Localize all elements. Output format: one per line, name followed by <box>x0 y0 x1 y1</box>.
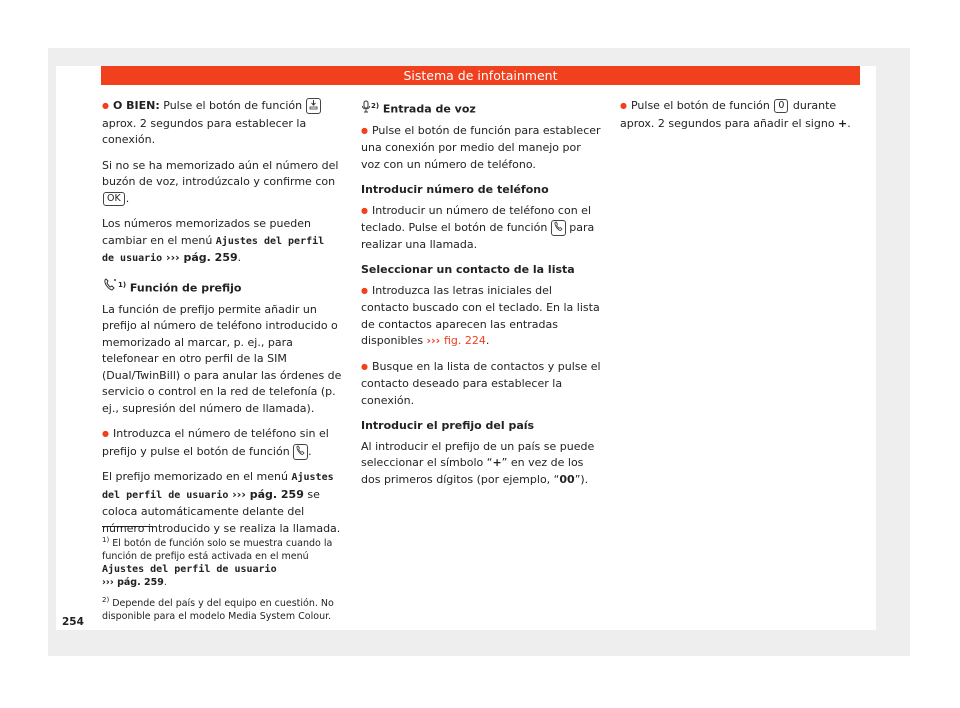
paragraph-prefijo-memorizado: El prefijo memorizado en el menú Ajustes del perfil de usuario ››› pág. 259 se coloca automáticamente delante del número introducido y se realiza la llamada. <box>102 470 341 535</box>
prefix-call-button-icon <box>293 444 308 460</box>
footnote-2: $^{2)}$ Depende del país y del equipo en cuestión. No disponible para el modelo Media System Colour. <box>102 596 334 623</box>
paragraph-introducir-numero: ● Introducir un número de teléfono con el teclado. Pulse el botón de función para realizar una llamada. <box>361 203 601 254</box>
figure-link[interactable]: fig. 224 <box>443 334 486 348</box>
column-middle <box>361 98 601 497</box>
paragraph-cambiar: Los números memorizados se pueden cambiar en el menú Ajustes del perfil de usuario ››› pág. 259. <box>102 217 325 264</box>
microphone-icon <box>361 100 371 119</box>
paragraph-or-bien: ● O BIEN: Pulse el botón de función aprox. 2 segundos para establecer la conexión. <box>102 98 342 149</box>
heading-prefix: $^{1)}$ Función de prefijo <box>102 277 342 298</box>
paragraph-prefijo-pais: Al introducir el prefijo de un país se puede seleccionar el símbolo “+” en vez de los dos primeros dígitos (por ejemplo, “00”). <box>361 439 595 486</box>
column-left <box>102 98 342 546</box>
heading-voice: $^{2)}$ Entrada de voz <box>361 98 601 119</box>
column-right <box>620 98 860 141</box>
paragraph-buzon: Si no se ha memorizado aún el número del buzón de voz, introdúzcalo y confirme con OK . <box>102 158 339 205</box>
paragraph-voice: ● Pulse el botón de función para establecer una conexión por medio del manejo por voz con un número de teléfono. <box>361 123 601 174</box>
heading-introducir-numero: Introducir número de teléfono <box>361 183 549 197</box>
voicemail-button-icon <box>306 98 321 114</box>
ok-key: OK <box>103 192 125 206</box>
page-number: 254 <box>62 616 84 628</box>
heading-seleccionar-contacto: Seleccionar un contacto de la lista <box>361 263 575 277</box>
heading-prefijo-pais: Introducir el prefijo del país <box>361 419 535 433</box>
call-button-icon <box>551 220 566 236</box>
zero-key: 0 <box>774 99 788 113</box>
footnote-divider <box>102 526 152 527</box>
section-header: Sistema de infotainment <box>101 66 860 85</box>
paragraph-prefix-desc: La función de prefijo permite añadir un prefijo al número de teléfono introducido o memorizado al marcar, p. ej., para telefonear en otro perfil de la SIM (Dual/TwinBill) o para anular las órdenes de servicio o control en la red de telefonía (p. ej., supresión del número de llamada). <box>102 302 342 415</box>
paragraph-signo-mas: ● Pulse el botón de función 0 durante aprox. 2 segundos para añadir el signo +. <box>620 98 860 132</box>
paragraph-letras-iniciales: ● Introduzca las letras iniciales del contacto buscado con el teclado. En la lista de contactos aparecen las entradas disponibles ››› fig. 224. <box>361 283 601 350</box>
phone-prefix-icon <box>102 278 118 298</box>
footnote-1: $^{1)}$ El botón de función solo se muestra cuando la función de prefijo está activada en el menú Ajustes del perfil de usuario ››› pág. 259. <box>102 536 333 589</box>
paragraph-introduzca: ● Introduzca el número de teléfono sin el prefijo y pulse el botón de función . <box>102 426 342 460</box>
paragraph-busque: ● Busque en la lista de contactos y pulse el contacto deseado para establecer la conexión. <box>361 359 601 410</box>
